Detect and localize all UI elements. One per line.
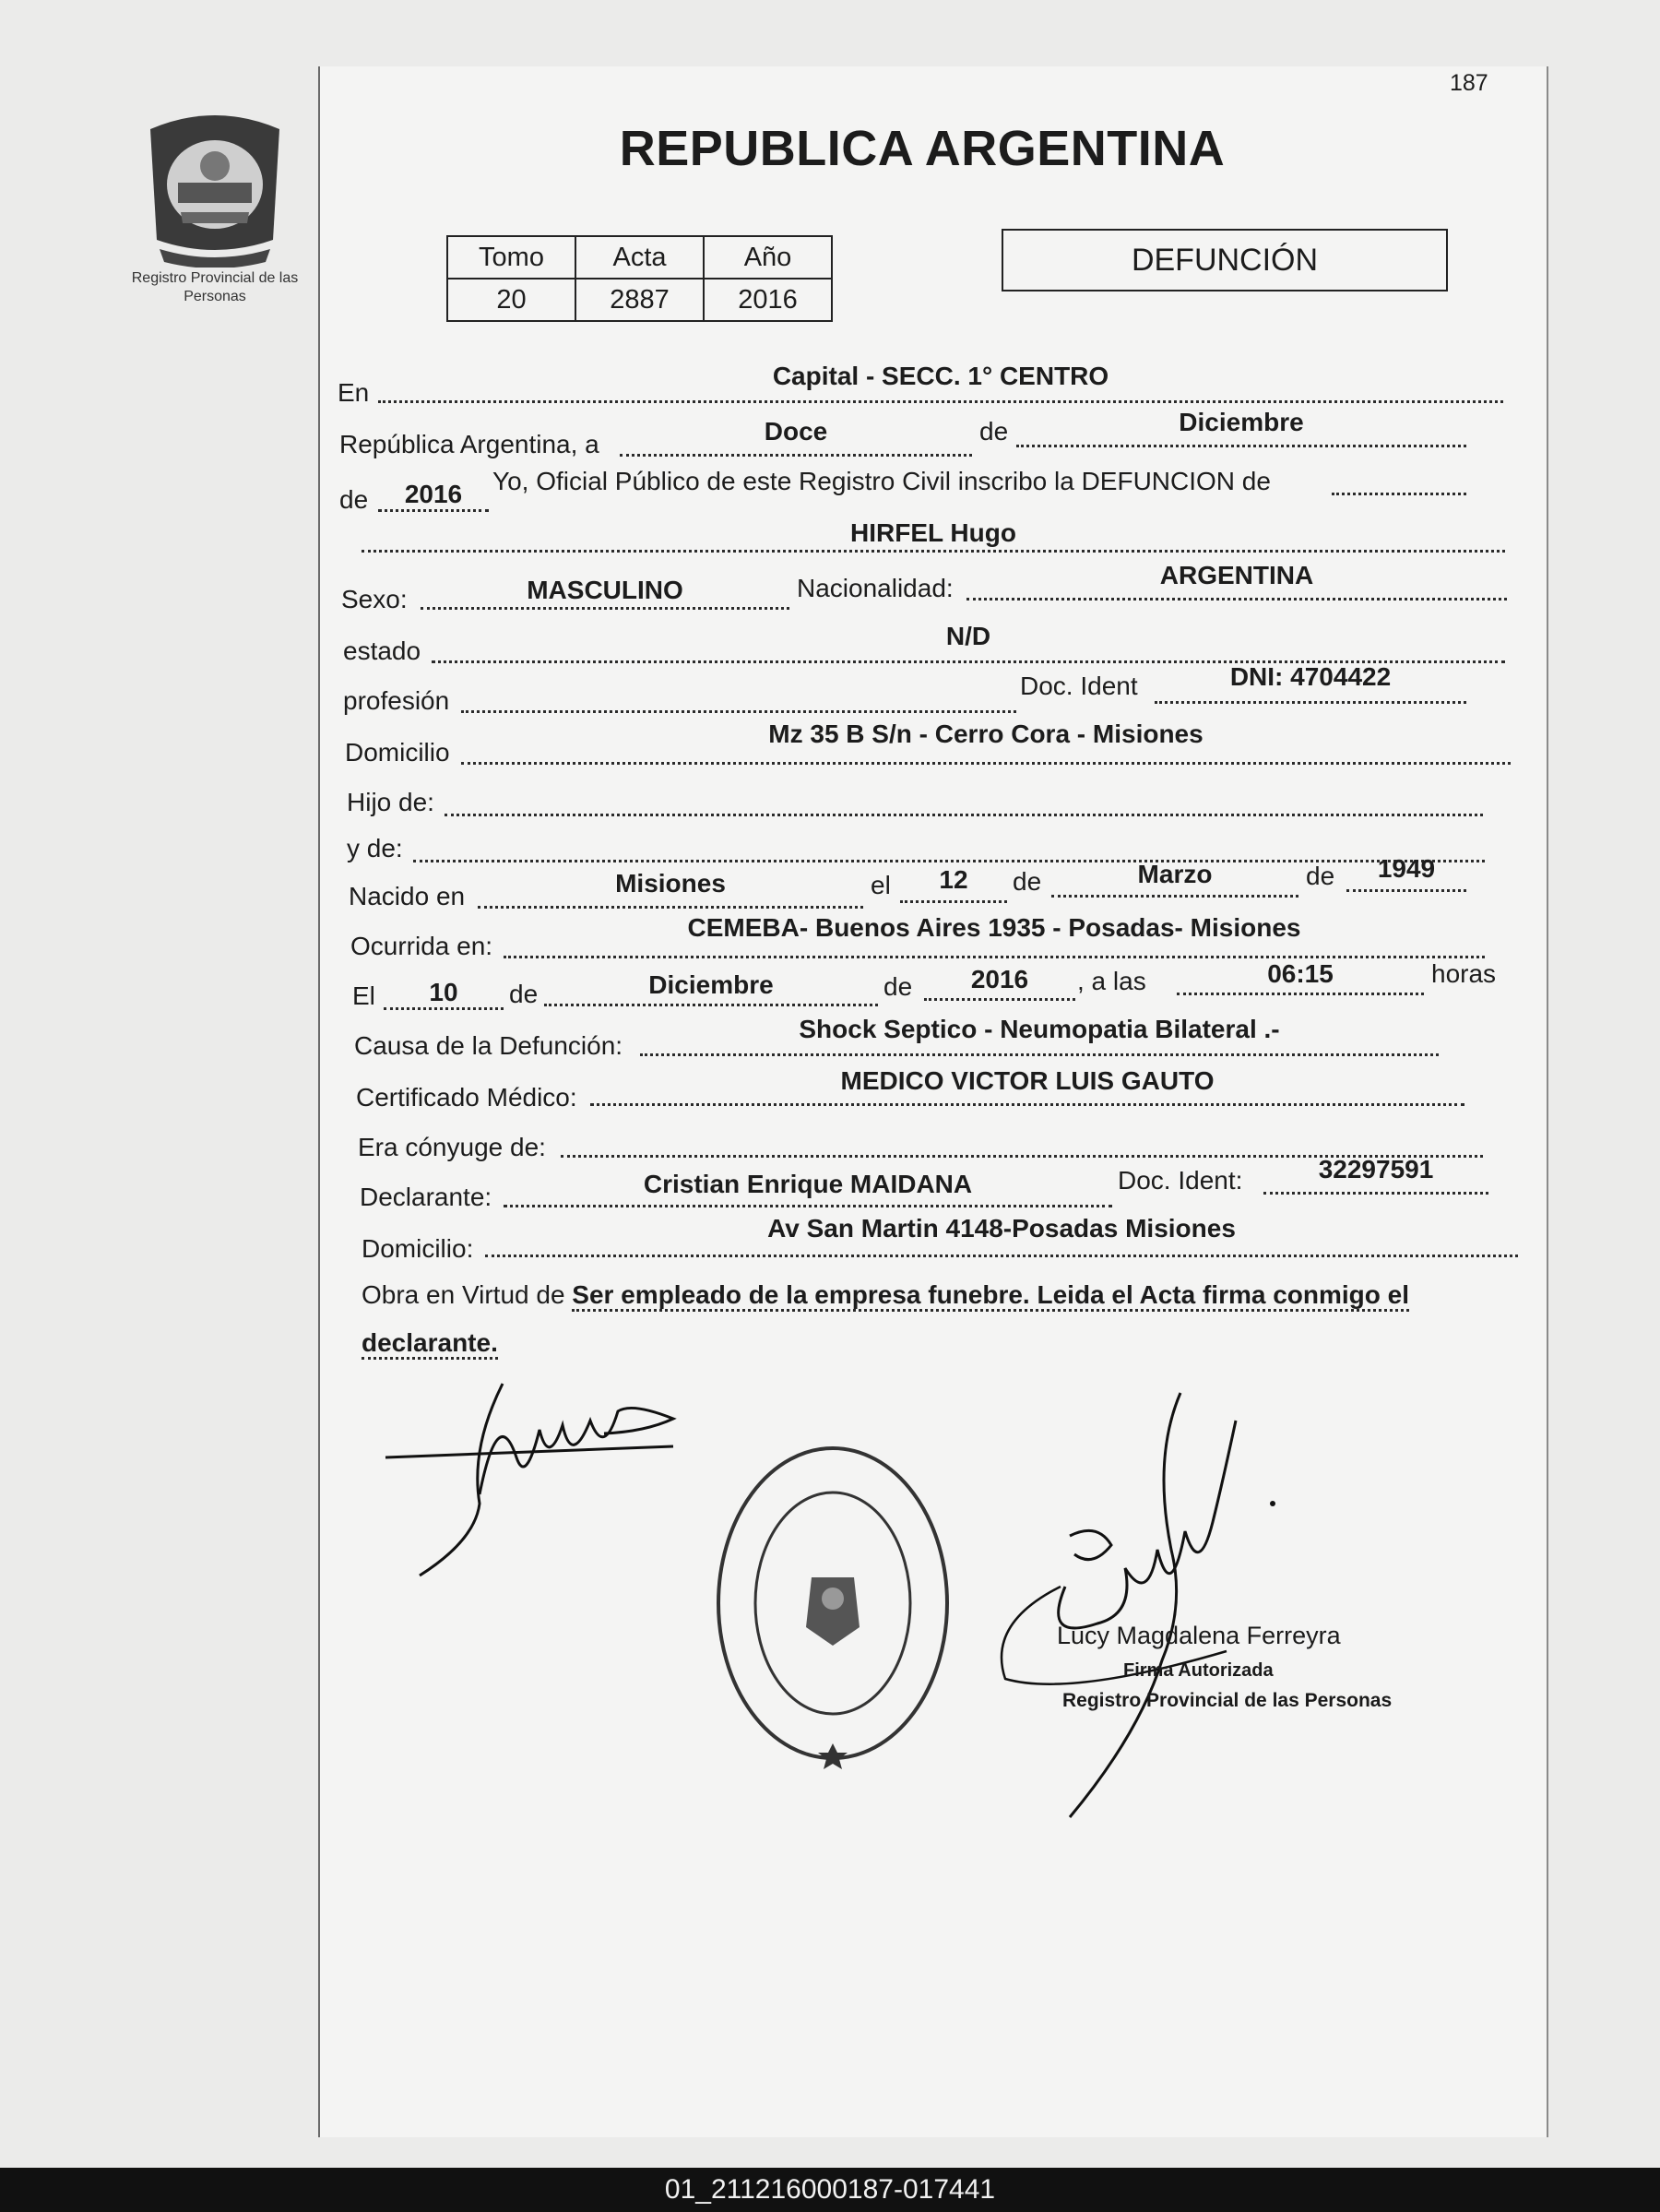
fill-profesion — [461, 677, 1016, 713]
value-acta: 2887 — [575, 279, 704, 321]
value-nacido-en: Misiones — [615, 869, 726, 898]
value-sexo: MASCULINO — [527, 576, 683, 604]
value-domicilio: Mz 35 B S/n - Cerro Cora - Misiones — [768, 719, 1204, 748]
label-yo-oficial: Yo, Oficial Público de este Registro Civil inscribo la DEFUNCION de — [492, 467, 1271, 495]
page-number: 187 — [1450, 70, 1488, 96]
footer-scan-id: 01_211216000187-017441 — [664, 2174, 996, 2205]
label-hijo-de: Hijo de: — [347, 788, 434, 816]
value-def-hora: 06:15 — [1267, 959, 1334, 988]
label-de-1: de — [979, 417, 1009, 446]
value-estado: N/D — [945, 622, 991, 650]
label-y-de: y de: — [347, 834, 403, 862]
value-anio: 2016 — [704, 279, 832, 321]
registry-caption: Registro Provincial de las Personas — [131, 270, 299, 304]
value-lugar: Capital - SECC. 1° CENTRO — [772, 362, 1109, 390]
label-de-2: de — [339, 485, 369, 514]
value-declarante-doc: 32297591 — [1318, 1155, 1434, 1183]
official-registry: Registro Provincial de las Personas — [1062, 1690, 1393, 1711]
value-declarante: Cristian Enrique MAIDANA — [643, 1170, 973, 1198]
obra-virtud-paragraph — [362, 1271, 1524, 1367]
label-de-5: de — [509, 980, 539, 1008]
value-ocurrida-en: CEMEBA- Buenos Aires 1935 - Posadas- Misiones — [687, 913, 1301, 942]
label-domicilio-2: Domicilio: — [362, 1234, 474, 1263]
header-tomo: Tomo — [447, 236, 575, 279]
label-causa: Causa de la Defunción: — [354, 1031, 623, 1060]
fill-y-de — [413, 827, 1485, 862]
value-def-mes: Diciembre — [648, 970, 774, 999]
label-a-las: , a las — [1077, 967, 1146, 995]
label-horas: horas — [1431, 959, 1497, 988]
label-domicilio: Domicilio — [345, 738, 450, 767]
declarant-signature — [378, 1365, 710, 1591]
value-obra-virtud: Ser empleado de la empresa funebre. Leida el Acta firma conmigo el declarante. — [362, 1280, 1409, 1360]
value-mes-acta: Diciembre — [1179, 408, 1304, 436]
value-fallecido: HIRFEL Hugo — [850, 518, 1016, 547]
value-certificado: MEDICO VICTOR LUIS GAUTO — [840, 1066, 1215, 1095]
label-profesion: profesión — [343, 686, 450, 715]
official-role: Firma Autorizada — [1123, 1660, 1274, 1681]
value-doc-ident: DNI: 4704422 — [1229, 662, 1392, 691]
label-sexo: Sexo: — [341, 585, 408, 613]
label-certificado: Certificado Médico: — [356, 1083, 577, 1112]
official-stamp — [708, 1437, 957, 1774]
value-nacionalidad: ARGENTINA — [1159, 561, 1314, 589]
value-causa: Shock Septico - Neumopatia Bilateral .- — [799, 1015, 1280, 1043]
official-name: Lucy Magdalena Ferreyra — [1057, 1622, 1341, 1649]
label-declarante: Declarante: — [360, 1183, 492, 1211]
label-el: el — [871, 871, 891, 899]
fill-yo-oficial — [1332, 459, 1466, 495]
label-doc-ident: Doc. Ident — [1020, 672, 1138, 700]
record-type-box: DEFUNCIÓN — [1002, 229, 1448, 291]
value-dia: Doce — [764, 417, 828, 446]
value-declarante-domicilio: Av San Martin 4148-Posadas Misiones — [767, 1214, 1236, 1243]
label-de-3: de — [1013, 867, 1042, 896]
value-nac-anio: 1949 — [1377, 854, 1436, 883]
label-doc-ident-2: Doc. Ident: — [1118, 1166, 1243, 1195]
value-def-dia: 10 — [429, 978, 458, 1006]
label-nacido-en: Nacido en — [349, 882, 466, 910]
label-en: En — [338, 378, 370, 407]
fill-hijo-de — [445, 780, 1483, 816]
label-estado: estado — [343, 636, 421, 665]
record-table — [446, 235, 833, 322]
label-de-6: de — [883, 972, 913, 1001]
country-title: REPUBLICA ARGENTINA — [619, 121, 1226, 176]
label-nacionalidad: Nacionalidad: — [797, 574, 954, 602]
value-nac-mes: Marzo — [1137, 860, 1213, 888]
value-nac-dia: 12 — [939, 865, 968, 894]
label-conyuge: Era cónyuge de: — [358, 1133, 546, 1161]
label-el-cap: El — [352, 981, 375, 1010]
value-def-anio: 2016 — [970, 965, 1029, 993]
value-tomo: 20 — [447, 279, 575, 321]
header-anio: Año — [704, 236, 832, 279]
label-republica: República Argentina, a — [339, 430, 599, 458]
label-de-4: de — [1306, 862, 1335, 890]
label-obra: Obra en Virtud de — [362, 1280, 565, 1309]
label-ocurrida-en: Ocurrida en: — [350, 932, 493, 960]
value-anio-acta: 2016 — [404, 480, 463, 508]
official-signature — [987, 1384, 1374, 1831]
fill-conyuge — [561, 1122, 1483, 1158]
header-acta: Acta — [575, 236, 704, 279]
